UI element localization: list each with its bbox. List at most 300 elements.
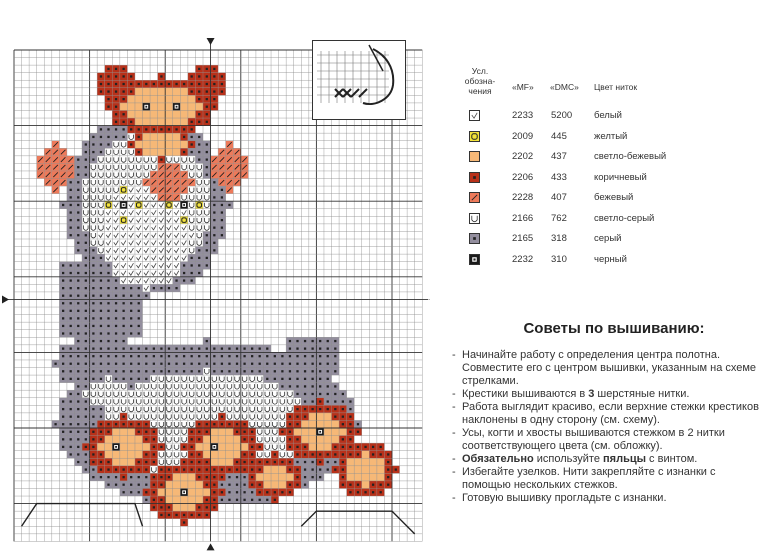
stitch-cell [120,337,128,345]
legend-row [452,127,752,148]
stitch-cell [112,239,120,247]
stitch-cell [233,352,241,360]
stitch-cell [301,458,309,466]
stitch-cell [165,436,173,444]
stitch-cell [309,466,317,474]
stitch-cell [165,262,173,270]
stitch-cell [173,95,181,103]
stitch-cell [82,156,90,164]
stitch-cell [173,345,181,353]
stitch-cell [105,390,113,398]
stitch-cell [97,345,105,353]
stitch-cell [188,118,196,126]
stitch-cell [105,103,113,111]
stitch-cell [135,239,143,247]
stitch-cell [59,368,67,376]
stitch-cell [52,156,60,164]
stitch-cell [143,262,151,270]
stitch-cell [188,254,196,262]
stitch-cell [90,368,98,376]
stitch-cell [158,216,166,224]
stitch-cell [67,451,75,459]
stitch-cell [90,330,98,338]
stitch-cell [339,458,347,466]
stitch-cell [150,95,158,103]
stitch-cell [180,360,188,368]
stitch-cell [339,436,347,444]
stitch-cell [203,73,211,81]
stitch-cell [165,231,173,239]
stitch-cell [105,420,113,428]
stitch-cell [120,88,128,96]
stitch-cell [105,428,113,436]
stitch-cell [256,383,264,391]
stitch-cell [173,481,181,489]
stitch-cell [180,496,188,504]
stitch-cell [241,458,249,466]
stitch-cell [165,186,173,194]
stitch-cell [165,95,173,103]
stitch-cell [158,118,166,126]
stitch-cell [143,436,151,444]
stitch-cell [90,413,98,421]
stitch-cell [158,80,166,88]
stitch-cell [112,224,120,232]
legend-dmc-code: 445 [551,130,567,142]
stitch-cell [294,368,302,376]
stitch-cell [233,458,241,466]
tip-emphasis: Обязательно [462,453,534,465]
stitch-cell [301,405,309,413]
stitch-cell [226,428,234,436]
stitch-cell [226,171,234,179]
stitch-cell [143,368,151,376]
stitch-cell [211,352,219,360]
stitch-cell [90,360,98,368]
stitch-cell [173,179,181,187]
stitch-cell [233,496,241,504]
stitch-cell [150,345,158,353]
stitch-cell [233,451,241,459]
stitch-cell [120,322,128,330]
stitch-cell [226,352,234,360]
stitch-cell [67,352,75,360]
stitch-cell [369,466,377,474]
stitch-cell [105,292,113,300]
stitch-cell [332,443,340,451]
stitch-cell [309,375,317,383]
stitch-cell [112,322,120,330]
stitch-cell [112,231,120,239]
stitch-cell [127,466,135,474]
stitch-cell [188,247,196,255]
stitch-cell [97,420,105,428]
stitch-cell [127,247,135,255]
stitch-cell [248,488,256,496]
stitch-cell [150,224,158,232]
stitch-cell [165,473,173,481]
stitch-cell [112,360,120,368]
stitch-cell [294,451,302,459]
stitch-cell [82,436,90,444]
stitch-cell [173,443,181,451]
stitch-cell [203,398,211,406]
stitch-cell [180,511,188,519]
stitch-cell [165,375,173,383]
stitch-cell [120,352,128,360]
stitch-cell [218,481,226,489]
stitch-cell [180,481,188,489]
legend-rows [452,106,752,270]
stitch-cell [377,481,385,489]
stitch-cell [120,413,128,421]
stitch-cell [90,299,98,307]
stitch-cell [165,488,173,496]
stitch-cell [173,269,181,277]
stitch-cell [211,398,219,406]
stitch-cell [271,413,279,421]
stitch-cell [90,148,98,156]
stitch-cell [211,390,219,398]
stitch-cell [279,398,287,406]
stitch-cell [120,473,128,481]
stitch-cell [97,262,105,270]
stitch-cell [135,345,143,353]
stitch-cell [97,413,105,421]
stitch-cell [309,368,317,376]
stitch-cell [82,269,90,277]
stitch-cell [211,163,219,171]
stitch-cell [127,118,135,126]
stitch-cell [150,368,158,376]
stitch-cell [279,360,287,368]
stitch-cell [195,269,203,277]
stitch-cell [173,375,181,383]
stitch-cell [143,247,151,255]
legend-swatch [469,172,480,183]
stitch-cell [226,390,234,398]
stitch-cell [256,451,264,459]
stitch-cell [218,398,226,406]
stitch-cell [180,254,188,262]
stitch-cell [90,390,98,398]
stitch-cell [195,466,203,474]
stitch-cell [362,481,370,489]
stitch-cell [150,110,158,118]
stitch-cell [143,231,151,239]
stitch-cell [59,201,67,209]
stitch-cell [112,345,120,353]
stitch-cell [105,65,113,73]
stitch-cell [188,239,196,247]
stitch-cell [324,451,332,459]
stitch-cell [195,110,203,118]
stitch-cell [241,368,249,376]
stitch-cell [59,148,67,156]
stitch-cell [105,375,113,383]
stitch-cell [67,330,75,338]
stitch-cell [173,148,181,156]
stitch-cell [74,428,82,436]
stitch-cell [44,156,52,164]
stitch-cell [67,269,75,277]
stitch-cell [67,436,75,444]
stitch-cell [135,179,143,187]
stitch-cell [158,360,166,368]
stitch-cell [74,209,82,217]
stitch-cell [59,360,67,368]
stitch-cell [143,345,151,353]
tip-item [452,427,762,453]
legend-swatch [469,151,480,162]
stitch-cell [97,163,105,171]
stitch-cell [248,375,256,383]
stitch-cell [158,163,166,171]
tip-text: с винтом. [646,453,698,465]
stitch-cell [120,224,128,232]
stitch-cell [120,194,128,202]
stitch-cell [165,171,173,179]
stitch-cell [241,443,249,451]
stitch-cell [127,390,135,398]
stitch-cell [233,405,241,413]
stitch-cell [127,231,135,239]
stitch-cell [127,88,135,96]
stitch-cell [143,466,151,474]
stitch-cell [211,458,219,466]
stitch-cell [180,262,188,270]
stitch-cell [188,80,196,88]
stitch-cell [377,443,385,451]
stitch-cell [226,148,234,156]
stitch-cell [143,405,151,413]
stitch-cell [67,186,75,194]
stitch-cell [256,458,264,466]
stitch-cell [279,451,287,459]
stitch-cell [241,451,249,459]
stitch-cell [90,420,98,428]
stitch-cell [82,383,90,391]
stitch-cell [263,420,271,428]
stitch-cell [241,171,249,179]
stitch-cell [120,148,128,156]
stitch-cell [180,209,188,217]
stitch-cell [82,466,90,474]
stitch-cell [105,126,113,134]
stitch-cell [211,65,219,73]
stitch-cell [112,451,120,459]
stitch-cell [203,345,211,353]
legend-color-name: светло-серый [594,212,655,224]
stitch-cell [143,360,151,368]
stitch-cell [241,360,249,368]
stitch-cell [158,420,166,428]
stitch-cell [158,504,166,512]
stitch-cell [143,239,151,247]
tip-text: шерстяные нитки. [594,388,690,400]
stitch-cell [97,216,105,224]
stitch-cell [271,405,279,413]
stitch-cell [316,398,324,406]
stitch-cell [165,511,173,519]
stitch-cell [203,337,211,345]
stitch-cell [67,163,75,171]
stitch-cell [120,80,128,88]
stitch-cell [150,488,158,496]
stitch-cell [150,103,158,111]
stitch-cell [211,488,219,496]
stitch-cell [286,368,294,376]
stitch-cell [150,277,158,285]
stitch-cell [248,466,256,474]
stitch-cell [90,337,98,345]
stitch-cell [286,443,294,451]
stitch-cell [347,436,355,444]
stitch-cell [294,473,302,481]
stitch-cell [218,488,226,496]
stitch-cell [377,466,385,474]
stitch-cell [173,262,181,270]
stitch-cell [120,360,128,368]
stitch-cell [105,322,113,330]
stitch-cell [112,405,120,413]
stitch-cell [316,375,324,383]
legend-color-name: желтый [594,130,628,142]
stitch-cell [195,88,203,96]
stitch-cell [105,277,113,285]
stitch-cell [369,473,377,481]
stitch-cell [150,216,158,224]
stitch-cell [67,315,75,323]
stitch-cell [263,443,271,451]
stitch-cell [143,110,151,118]
stitch-cell [165,398,173,406]
stitch-cell [347,473,355,481]
stitch-cell [120,368,128,376]
stitch-cell [59,307,67,315]
legend-mf-code: 2232 [512,253,534,265]
stitch-cell [286,488,294,496]
stitch-cell [112,269,120,277]
stitch-cell [173,352,181,360]
stitch-cell [67,405,75,413]
stitch-cell [180,148,188,156]
stitch-cell [256,496,264,504]
stitch-cell [112,163,120,171]
stitch-cell [97,451,105,459]
stitch-cell [218,209,226,217]
stitch-cell [67,443,75,451]
stitch-cell [59,420,67,428]
stitch-cell [120,315,128,323]
stitch-cell [105,239,113,247]
stitch-cell [286,405,294,413]
stitch-cell [332,405,340,413]
stitch-cell [97,88,105,96]
stitch-cell [74,156,82,164]
stitch-cell [135,171,143,179]
stitch-cell [301,413,309,421]
stitch-cell [135,481,143,489]
stitch-cell [74,413,82,421]
stitch-cell [218,473,226,481]
legend-color-name: коричневый [594,171,647,183]
stitch-cell [263,451,271,459]
stitch-cell [188,488,196,496]
stitch-cell [301,481,309,489]
stitch-cell [112,156,120,164]
legend-header [452,62,752,106]
stitch-cell [150,118,158,126]
stitch-cell [195,194,203,202]
stitch-cell [180,352,188,360]
stitch-cell [180,110,188,118]
stitch-cell [74,405,82,413]
stitch-cell [135,390,143,398]
stitch-cell [347,428,355,436]
stitch-cell [158,110,166,118]
stitch-cell [211,360,219,368]
stitch-cell [82,299,90,307]
stitch-cell [226,496,234,504]
stitch-cell [90,405,98,413]
stitch-cell [90,284,98,292]
stitch-cell [112,413,120,421]
stitch-cell [248,398,256,406]
stitch-cell [354,488,362,496]
stitch-cell [309,383,317,391]
stitch-cell [112,337,120,345]
stitch-cell [97,224,105,232]
stitch-cell [150,247,158,255]
stitch-cell [82,413,90,421]
stitch-cell [82,420,90,428]
stitch-cell [90,292,98,300]
stitch-cell [324,436,332,444]
stitch-cell [143,352,151,360]
stitch-cell [97,390,105,398]
stitch-cell [59,262,67,270]
stitch-cell [112,428,120,436]
stitch-cell [241,375,249,383]
stitch-cell [82,247,90,255]
stitch-cell [203,443,211,451]
stitch-cell [324,420,332,428]
stitch-cell [74,398,82,406]
stitch-cell [294,428,302,436]
stitch-cell [188,504,196,512]
tip-item [452,453,762,466]
stitch-cell [211,73,219,81]
stitch-cell [316,352,324,360]
stitch-cell [188,277,196,285]
stitch-cell [143,254,151,262]
stitch-cell [135,383,143,391]
stitch-cell [82,307,90,315]
stitch-cell [82,224,90,232]
stitch-cell [173,141,181,149]
stitch-cell [127,254,135,262]
stitch-cell [195,413,203,421]
stitch-cell [120,209,128,217]
stitch-cell [362,488,370,496]
stitch-cell [143,133,151,141]
stitch-cell [294,337,302,345]
legend-symbol-icon [470,193,481,204]
stitch-cell [97,269,105,277]
stitch-cell [150,420,158,428]
stitch-cell [127,73,135,81]
